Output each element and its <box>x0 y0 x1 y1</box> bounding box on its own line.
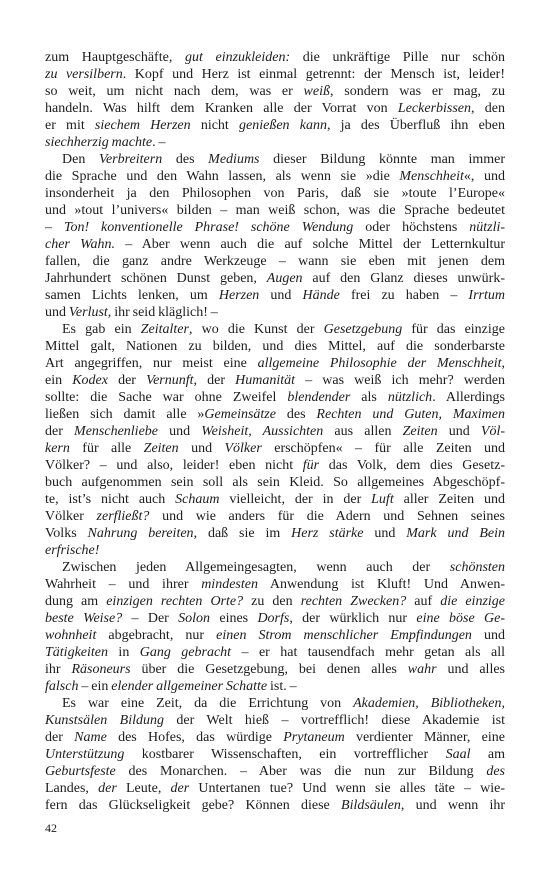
text-run: ließen sich damit alle » <box>45 407 205 422</box>
emphasized-text: Unterstützung <box>45 747 125 762</box>
text-run: das Volk, dem dies Gesetz- <box>319 458 505 473</box>
text-run: Untertanen tue? Und wenn sie alles täte – wie- <box>189 781 506 796</box>
text-run: und alles <box>436 662 505 677</box>
text-run: «, und <box>463 169 505 184</box>
text-line <box>45 644 505 661</box>
text-run: des Hofes, das würdige <box>106 730 284 745</box>
emphasized-text: wohnheit <box>45 628 97 643</box>
text-run: Zwischen jeden Allgemeingesagten, wenn auch der <box>62 560 450 575</box>
text-line <box>45 542 505 559</box>
emphasized-text: Herz stärke <box>291 526 364 541</box>
text-run: , den <box>471 101 505 116</box>
text-line <box>45 457 505 474</box>
text-line <box>45 780 505 797</box>
emphasized-text: Nahrung bereiten <box>87 526 194 541</box>
emphasized-text: falsch <box>45 679 79 694</box>
emphasized-text: Hände <box>302 288 340 303</box>
emphasized-text: Luft <box>371 492 394 507</box>
text-run: , <box>501 356 505 371</box>
emphasized-text: Schaum <box>175 492 220 507</box>
emphasized-text: mindesten <box>201 577 258 592</box>
emphasized-text: siechem Herzen <box>94 118 191 133</box>
emphasized-text: kern <box>45 441 70 456</box>
text-line <box>45 576 505 593</box>
text-run: ihr <box>45 662 72 677</box>
text-run: zum Hauptgeschäfte, <box>45 50 185 65</box>
emphasized-text: Prytaneum <box>283 730 345 745</box>
text-run: und wie anders für die Adern und Sehnen seines <box>149 509 506 524</box>
emphasized-text: Augen <box>266 271 303 286</box>
emphasized-text: Geburtsfeste <box>45 764 116 779</box>
text-line <box>45 695 505 712</box>
text-line <box>45 304 505 321</box>
text-run: der Welt hieß – vortrefflich! diese Akademie ist <box>163 713 506 728</box>
text-run: – er hat tausendfach mehr getan als all <box>231 645 505 660</box>
emphasized-text: gut einzukleiden: <box>184 50 291 65</box>
emphasized-text: nützli- <box>469 220 506 235</box>
text-run: so weit, um nicht nach dem, was er <box>45 84 304 99</box>
text-line <box>45 151 505 168</box>
text-line <box>45 746 505 763</box>
paragraph <box>45 49 505 151</box>
text-run: Landes, <box>45 781 99 796</box>
text-run: fallen, die ganz andre Werkzeuge – wann sie eben mit jenen dem <box>45 254 505 269</box>
emphasized-text: Humanität <box>235 373 296 388</box>
text-run: ein <box>45 373 73 388</box>
text-line <box>45 219 505 236</box>
emphasized-text: nützlich <box>387 390 433 405</box>
emphasized-text: Dorfs <box>257 611 290 626</box>
emphasized-text: Gang gebracht <box>139 645 232 660</box>
text-run: und »tout l’univers« bilden – man weiß schon, was die Sprache bedeutet <box>45 203 505 218</box>
text-line <box>45 797 505 814</box>
text-run: für alle <box>69 441 144 456</box>
text-run: er mit <box>45 118 95 133</box>
text-run: – Aber wenn auch die auf solche Mittel der Letternkultur <box>115 237 506 252</box>
text-run: der <box>45 730 75 745</box>
emphasized-text: Solon <box>178 611 211 626</box>
text-line <box>45 100 505 117</box>
text-run: Wahrheit – und ihrer <box>45 577 202 592</box>
text-run: , sondern was er mag, zu <box>330 84 505 99</box>
emphasized-text: Bildsäulen <box>341 798 401 813</box>
text-run: der <box>107 373 147 388</box>
text-run: zu den <box>243 594 301 609</box>
text-run: , daß sie im <box>193 526 292 541</box>
text-run: buch aufgenommen sein soll als sein Kleid. So allgemeines Abgeschöpf- <box>45 475 505 490</box>
text-line <box>45 474 505 491</box>
text-line <box>45 406 505 423</box>
emphasized-text: Herzen <box>218 288 260 303</box>
text-run: Anwendung ist Kluft! Und Anwen- <box>257 577 505 592</box>
text-run: die Sprache und den Wahn lassen, als wenn sie »die <box>45 169 400 184</box>
text-line <box>45 134 505 151</box>
text-run: dieser Bildung könnte man immer <box>259 152 505 167</box>
emphasized-text: allgemeine Philosophie der Menschheit <box>257 356 502 371</box>
text-line <box>45 202 505 219</box>
emphasized-text: Akademien, Bibliotheken, <box>353 696 505 711</box>
emphasized-text: Kodex <box>72 373 108 388</box>
emphasized-text: blendender <box>287 390 351 405</box>
emphasized-text: erfrische! <box>45 543 100 558</box>
text-run: – Der <box>122 611 179 626</box>
text-run: und <box>45 305 69 320</box>
text-run: über die Gesetzgebung, bei denen alles <box>130 662 408 677</box>
emphasized-text: Gesetzgebung <box>323 322 403 337</box>
text-run: und <box>437 424 481 439</box>
text-run: fern das Glückseligkeit gebe? Können diese <box>45 798 342 813</box>
emphasized-text: für <box>302 458 320 473</box>
text-run: . – <box>152 135 166 150</box>
text-run: eines <box>210 611 258 626</box>
emphasized-text: Verlust <box>68 305 108 320</box>
text-line <box>45 525 505 542</box>
text-line <box>45 678 505 695</box>
emphasized-text: der <box>98 781 117 796</box>
text-line <box>45 236 505 253</box>
text-run: ist. – <box>267 679 297 694</box>
text-line <box>45 253 505 270</box>
emphasized-text: Zeitalter <box>140 322 189 337</box>
text-line <box>45 440 505 457</box>
text-line <box>45 66 505 83</box>
text-line <box>45 389 505 406</box>
text-line <box>45 338 505 355</box>
paragraph <box>45 559 505 695</box>
text-run: – <box>45 220 64 235</box>
emphasized-text: Leckerbissen <box>397 101 472 116</box>
emphasized-text: Ton! konventionelle Phrase! schöne Wendung <box>63 220 354 235</box>
text-run: , ja des Überfluß ihn eben <box>326 118 505 133</box>
text-line <box>45 593 505 610</box>
text-run: – ein <box>78 679 112 694</box>
text-line <box>45 83 505 100</box>
text-run: insonderheit ja den Philosophen von Paris, daß sie »toute l’Europe« <box>45 186 505 201</box>
text-run: . Kopf und Herz ist einmal getrennt: der Mensch ist, leider! <box>122 67 506 82</box>
text-run: nicht <box>190 118 240 133</box>
text-run: für das einzige <box>402 322 506 337</box>
emphasized-text: einen Strom menschlicher Empfindungen <box>216 628 472 643</box>
text-run: des <box>162 152 209 167</box>
emphasized-text: Gemeinsätze <box>204 407 276 422</box>
text-run: der <box>45 424 75 439</box>
text-run: . Allerdings <box>432 390 505 405</box>
text-run: , der <box>193 373 236 388</box>
text-line <box>45 610 505 627</box>
text-line <box>45 627 505 644</box>
emphasized-text: Mark und Bein <box>406 526 505 541</box>
emphasized-text: Weisheit, Aussichten <box>201 424 324 439</box>
text-run: erschöpfen« – für alle Zeiten und <box>261 441 505 456</box>
text-run: kostbarer Wissenschaften, ein vortrefflicher <box>124 747 446 762</box>
emphasized-text: Irrtum <box>468 288 505 303</box>
emphasized-text: Völker <box>224 441 262 456</box>
text-line <box>45 763 505 780</box>
text-run: dung am <box>45 594 107 609</box>
paragraph <box>45 695 505 814</box>
text-line <box>45 355 505 372</box>
text-line <box>45 185 505 202</box>
text-line <box>45 712 505 729</box>
text-run: des Monarchen. – Aber was die nun zur Bildung <box>115 764 487 779</box>
emphasized-text: die einzige <box>440 594 505 609</box>
text-run: und <box>471 628 505 643</box>
text-line <box>45 287 505 304</box>
emphasized-text: Räsoneurs <box>71 662 131 677</box>
emphasized-text: beste Weise? <box>45 611 123 626</box>
text-run: und <box>363 526 407 541</box>
text-run: und <box>178 441 225 456</box>
text-run: Art angegriffen, nur meist eine <box>45 356 258 371</box>
text-run: frei zu haben – <box>339 288 469 303</box>
text-run: Jahrhundert schönen Dunst geben, <box>45 271 267 286</box>
text-run: sollte: die Sache war ohne Zweifel <box>45 390 288 405</box>
emphasized-text: Zeiten <box>402 424 438 439</box>
paragraph <box>45 321 505 559</box>
text-run: Völker? – und also, leider! eben nicht <box>45 458 303 473</box>
text-line <box>45 372 505 389</box>
text-run: – was weiß ich mehr? werden <box>295 373 505 388</box>
text-run: Mittel galt, Nationen zu bilden, und dies Mittel, auf die sonderbarste <box>45 339 505 354</box>
emphasized-text: Saal <box>445 747 471 762</box>
text-run: und <box>259 288 303 303</box>
text-run: Völker <box>45 509 97 524</box>
emphasized-text: wahr <box>407 662 437 677</box>
emphasized-text: Tätigkeiten <box>45 645 108 660</box>
emphasized-text: zu versilbern <box>45 67 123 82</box>
text-run: abgebracht, nur <box>96 628 217 643</box>
emphasized-text: genießen kann <box>239 118 327 133</box>
text-run: in <box>108 645 140 660</box>
text-line <box>45 491 505 508</box>
emphasized-text: Vernunft <box>146 373 194 388</box>
emphasized-text: weiß <box>303 84 330 99</box>
emphasized-text: cher Wahn. <box>45 237 115 252</box>
emphasized-text: Name <box>74 730 107 745</box>
text-run: auf <box>406 594 441 609</box>
text-run: , und wenn ihr <box>400 798 505 813</box>
emphasized-text: Menschenliebe <box>74 424 158 439</box>
emphasized-text: Zeiten <box>143 441 179 456</box>
text-line <box>45 423 505 440</box>
text-line <box>45 117 505 134</box>
text-run: vielleicht, der in der <box>219 492 372 507</box>
emphasized-text: der <box>170 781 190 796</box>
emphasized-text: des <box>486 764 505 779</box>
text-line <box>45 270 505 287</box>
text-run: als <box>350 390 388 405</box>
text-run: aller Zeiten und <box>393 492 506 507</box>
emphasized-text: zerfließt? <box>96 509 150 524</box>
text-line <box>45 508 505 525</box>
emphasized-text: Verbreitern <box>98 152 163 167</box>
text-run: , wo die Kunst der <box>188 322 324 337</box>
text-line <box>45 729 505 746</box>
text-run: oder höchstens <box>353 220 470 235</box>
text-run: , der würklich nur <box>289 611 417 626</box>
emphasized-text: rechten Zwecken? <box>300 594 407 609</box>
text-block <box>45 49 505 814</box>
text-line <box>45 168 505 185</box>
text-run: , ihr seid kläglich! – <box>107 305 218 320</box>
text-run: aus allen <box>323 424 403 439</box>
emphasized-text: schönsten <box>449 560 505 575</box>
text-run: handeln. Was hilft dem Kranken alle der Vorrat von <box>45 101 398 116</box>
text-line <box>45 321 505 338</box>
emphasized-text: eine böse Ge- <box>416 611 505 626</box>
emphasized-text: Völ- <box>480 424 505 439</box>
text-run: Leute, <box>116 781 171 796</box>
text-line <box>45 559 505 576</box>
text-run: Es war eine Zeit, da die Errichtung von <box>62 696 354 711</box>
emphasized-text: einzigen rechten Orte? <box>106 594 244 609</box>
text-run: te, ist’s nicht auch <box>45 492 176 507</box>
paragraph <box>45 151 505 321</box>
text-run: die unkräftige Pille nur schön <box>290 50 505 65</box>
text-run: am <box>470 747 505 762</box>
text-run: Den <box>62 152 99 167</box>
text-run: und <box>158 424 202 439</box>
emphasized-text: Kunstsälen Bildung <box>45 713 164 728</box>
text-run: samen Lichts lenken, um <box>45 288 219 303</box>
emphasized-text: Rechten und Guten, Maximen <box>316 407 505 422</box>
text-run: auf den Glanz dieses unwürk- <box>302 271 505 286</box>
text-run: Es gab ein <box>62 322 141 337</box>
text-line <box>45 661 505 678</box>
text-line <box>45 49 505 66</box>
emphasized-text: siechherzig machte <box>45 135 153 150</box>
page-number: 42 <box>45 821 57 835</box>
text-run: verdienter Männer, eine <box>344 730 506 745</box>
emphasized-text: elender allgemeiner Schatte <box>111 679 268 694</box>
text-run: des <box>275 407 317 422</box>
emphasized-text: Menschheit <box>399 169 464 184</box>
emphasized-text: Mediums <box>208 152 260 167</box>
text-run: Volks <box>45 526 88 541</box>
